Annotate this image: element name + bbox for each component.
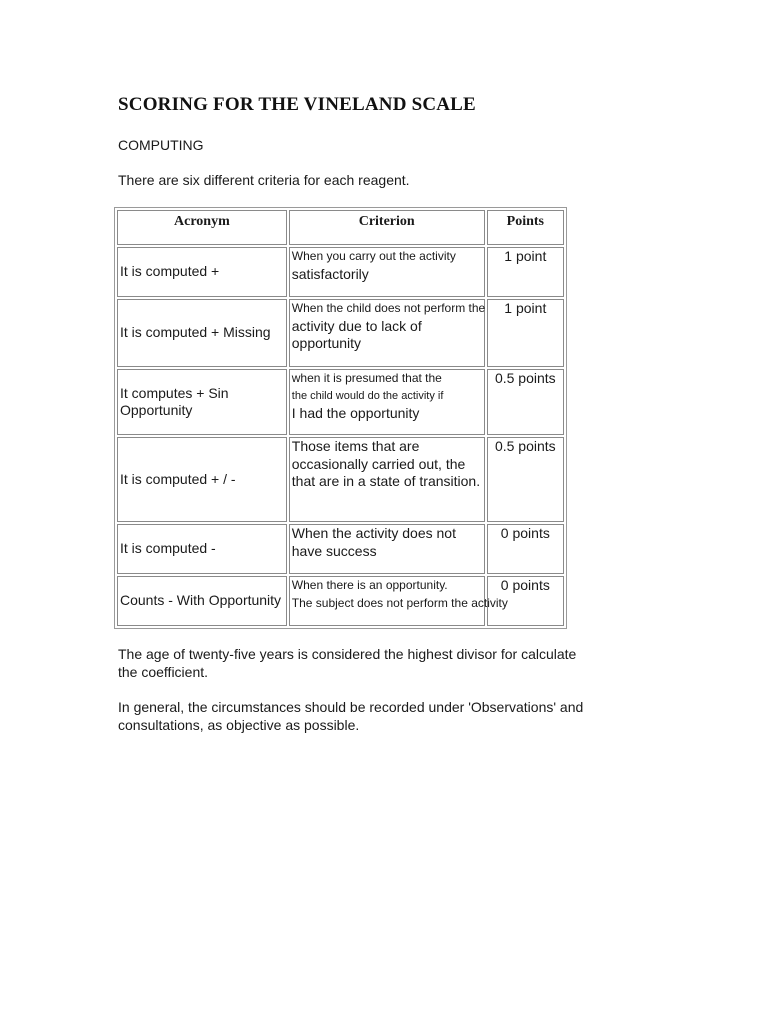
acronym-cell: Counts - With Opportunity (117, 576, 287, 626)
intro-text: There are six different criteria for each reagent. (118, 172, 410, 188)
criterion-line: When there is an opportunity. (291, 578, 448, 592)
table-header-row (117, 210, 564, 245)
acronym-cell: It is computed + Missing (117, 299, 287, 367)
points-cell: 1 point (487, 247, 564, 297)
table-row (117, 524, 564, 574)
criterion-line: When the child does not perform the (291, 301, 486, 315)
criterion-cell (289, 369, 485, 435)
acronym-cell: It is computed - (117, 524, 287, 574)
acronym-cell: It is computed + / - (117, 437, 287, 522)
criterion-line: when it is presumed that the (291, 371, 442, 385)
acronym-cell: It is computed + (117, 247, 287, 297)
table-row (117, 247, 564, 297)
table-row (117, 437, 564, 522)
column-header-criterion: Criterion (289, 210, 485, 245)
criterion-line: I had the opportunity (291, 404, 420, 421)
criterion-line: activity due to lack of (291, 317, 422, 334)
acronym-cell: It computes + Sin Opportunity (117, 369, 287, 435)
table-row (117, 299, 564, 367)
criterion-line: When you carry out the activity (291, 249, 456, 263)
table-row (117, 576, 564, 626)
page-title: SCORING FOR THE VINELAND SCALE (118, 94, 476, 115)
scoring-table (114, 207, 567, 629)
criterion-cell (289, 576, 508, 626)
criterion-cell (289, 299, 485, 367)
column-header-acronym: Acronym (117, 210, 287, 245)
criterion-line: the child would do the activity if (291, 389, 444, 402)
points-cell: 0.5 points (487, 437, 564, 522)
paragraph-general: In general, the circumstances should be recorded under 'Observations' and consultations, as objective as possible. (118, 699, 584, 733)
criterion-line: opportunity (291, 335, 362, 351)
criterion-line: The subject does not perform the activity (291, 595, 508, 610)
criterion-line: satisfactorily (291, 265, 369, 282)
section-heading: COMPUTING (118, 137, 204, 153)
points-cell: 0 points (487, 524, 564, 574)
points-cell: 0 points (487, 576, 564, 626)
table-row (117, 369, 564, 435)
points-cell: 0.5 points (487, 369, 564, 435)
criterion-cell: Those items that are occasionally carried out, the that are in a state of transition. (289, 437, 485, 522)
criterion-cell (289, 247, 485, 297)
points-cell: 1 point (487, 299, 564, 367)
criterion-cell: When the activity does not have success (289, 524, 485, 574)
paragraph-age: The age of twenty-five years is considered the highest divisor for calculate the coefficient. (118, 646, 577, 680)
column-header-points: Points (487, 210, 564, 245)
